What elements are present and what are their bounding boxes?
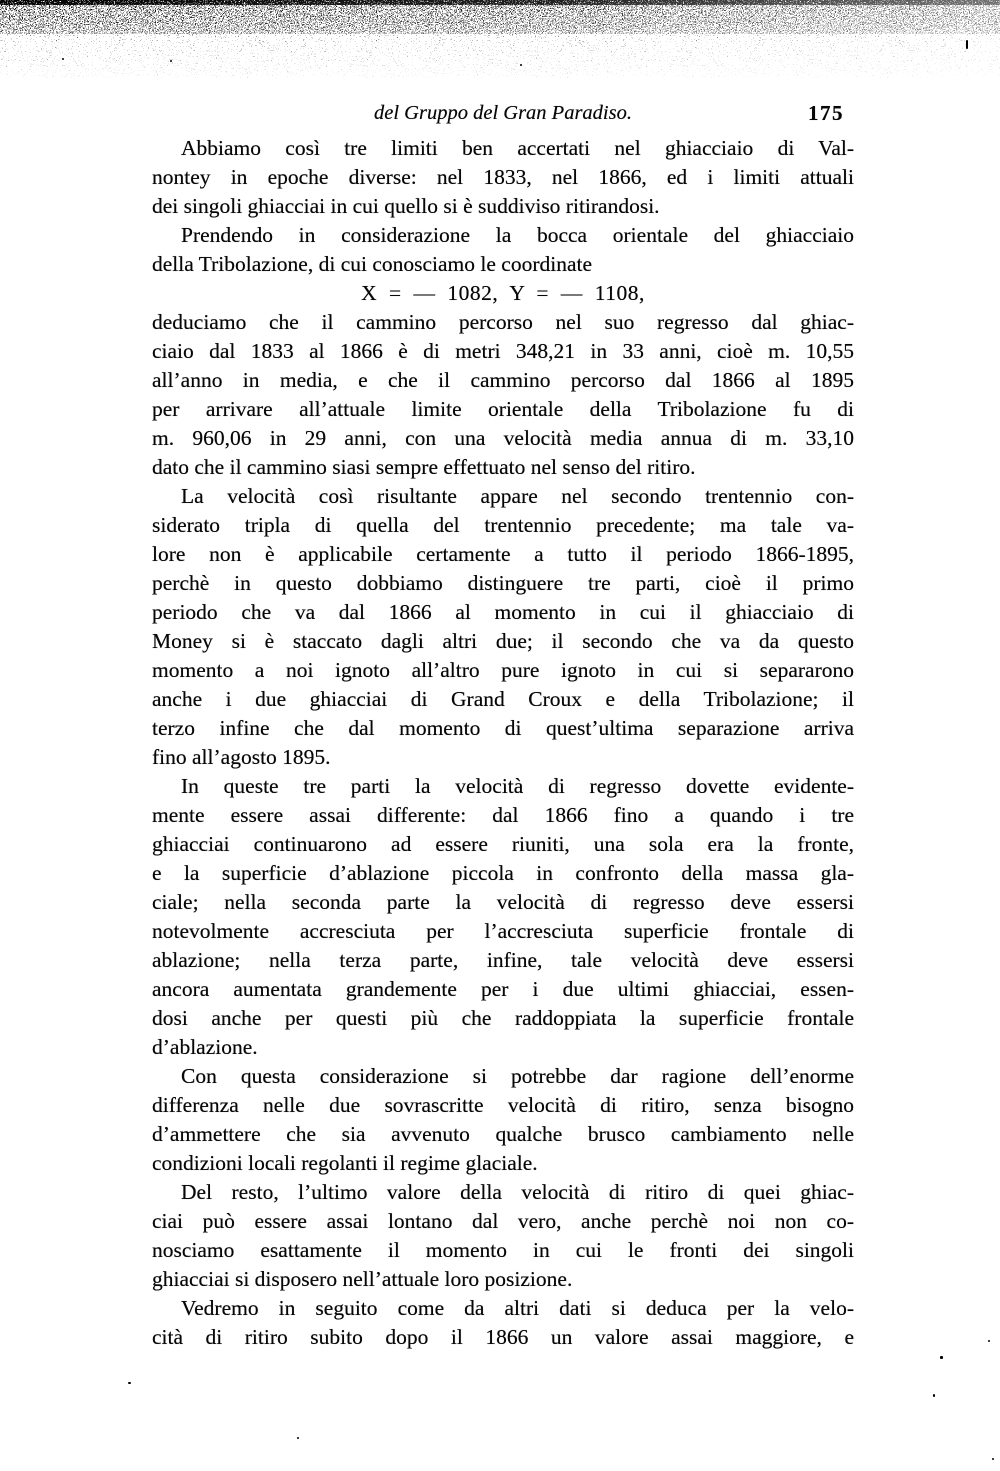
text-line: perchè in questo dobbiamo distinguere tre parti, cioè il primo bbox=[152, 571, 854, 595]
scan-speck bbox=[933, 1394, 935, 1397]
text-line: La velocità così risultante appare nel secondo trentennio con- bbox=[181, 484, 854, 508]
text-line: terzo infine che dal momento di quest’ultima separazione arriva bbox=[152, 716, 854, 740]
text-line: Prendendo in considerazione la bocca orientale del ghiacciaio bbox=[181, 223, 854, 247]
text-line: nosciamo esattamente il momento in cui le fronti dei singoli bbox=[152, 1238, 854, 1262]
text-line: differenza nelle due sovrascritte velocità di ritiro, senza bisogno bbox=[152, 1093, 854, 1117]
scan-speck bbox=[992, 1458, 994, 1460]
running-head bbox=[152, 100, 854, 126]
text-line: per arrivare all’attuale limite orientale della Tribolazione fu di bbox=[152, 397, 854, 421]
scan-speck bbox=[62, 58, 64, 60]
text-line: condizioni locali regolanti il regime glaciale. bbox=[152, 1151, 538, 1175]
text-line: periodo che va dal 1866 al momento in cui il ghiacciaio di bbox=[152, 600, 854, 624]
scan-noise-band bbox=[0, 0, 1000, 80]
paragraph bbox=[152, 1178, 854, 1294]
text-line: notevolmente accresciuta per l’accresciuta superficie frontale di bbox=[152, 919, 854, 943]
text-line: dei singoli ghiacciai in cui quello si è suddiviso ritirandosi. bbox=[152, 194, 660, 218]
paragraph bbox=[152, 772, 854, 1062]
text-line: d’ammettere che sia avvenuto qualche brusco cambiamento nelle bbox=[152, 1122, 854, 1146]
text-line: Vedremo in seguito come da altri dati si deduca per la velo- bbox=[181, 1296, 854, 1320]
paragraph bbox=[152, 1062, 854, 1178]
coordinates-formula: X = — 1082, Y = — 1108, bbox=[361, 281, 645, 305]
text-line: all’anno in media, e che il cammino percorso dal 1866 al 1895 bbox=[152, 368, 854, 392]
paragraph bbox=[152, 308, 854, 482]
scan-noise-texture bbox=[0, 0, 1000, 80]
text-line: mente essere assai differente: dal 1866 fino a quando i tre bbox=[152, 803, 854, 827]
paragraph bbox=[152, 221, 854, 279]
text-line: ancora aumentata grandemente per i due ultimi ghiacciai, essen- bbox=[152, 977, 854, 1001]
paragraph bbox=[152, 1294, 854, 1352]
scan-speck bbox=[128, 1382, 131, 1384]
text-line: momento a noi ignoto all’altro pure ignoto in cui si separarono bbox=[152, 658, 854, 682]
scan-speck bbox=[170, 60, 172, 62]
text-line: e la superficie d’ablazione piccola in confronto della massa gla- bbox=[152, 861, 854, 885]
text-line: m. 960,06 in 29 anni, con una velocità media annua di m. 33,10 bbox=[152, 426, 854, 450]
text-line: ciale; nella seconda parte la velocità di regresso deve essersi bbox=[152, 890, 854, 914]
scan-speck bbox=[988, 1340, 990, 1342]
text-line: ghiacciai si disposero nell’attuale loro posizione. bbox=[152, 1267, 573, 1291]
text-line: nontey in epoche diverse: nel 1833, nel 1866, ed i limiti attuali bbox=[152, 165, 854, 189]
text-line: Money si è staccato dagli altri due; il secondo che va da questo bbox=[152, 629, 854, 653]
text-line: fino all’agosto 1895. bbox=[152, 745, 331, 769]
scan-speck bbox=[297, 1437, 299, 1439]
text-line: dosi anche per questi più che raddoppiata la superficie frontale bbox=[152, 1006, 854, 1030]
paragraph bbox=[152, 134, 854, 221]
paragraph bbox=[152, 482, 854, 772]
text-line: Del resto, l’ultimo valore della velocità di ritiro di quei ghiac- bbox=[181, 1180, 854, 1204]
scan-speck bbox=[520, 64, 522, 66]
text-line: ciai può essere assai lontano dal vero, anche perchè noi non co- bbox=[152, 1209, 854, 1233]
text-line: ciaio dal 1833 al 1866 è di metri 348,21 in 33 anni, cioè m. 10,55 bbox=[152, 339, 854, 363]
text-line: d’ablazione. bbox=[152, 1035, 258, 1059]
text-line: In queste tre parti la velocità di regresso dovette evidente- bbox=[181, 774, 854, 798]
text-line: cità di ritiro subito dopo il 1866 un valore assai maggiore, e bbox=[152, 1325, 854, 1349]
text-line: Con questa considerazione si potrebbe dar ragione dell’enorme bbox=[181, 1064, 854, 1088]
text-line: Abbiamo così tre limiti ben accertati nel ghiacciaio di Val- bbox=[181, 136, 854, 160]
text-line: ghiacciai continuarono ad essere riuniti, una sola era la fronte, bbox=[152, 832, 854, 856]
page-number: 175 bbox=[808, 101, 844, 125]
text-line: deduciamo che il cammino percorso nel suo regresso dal ghiac- bbox=[152, 310, 854, 334]
text-line: ablazione; nella terza parte, infine, tale velocità deve essersi bbox=[152, 948, 854, 972]
text-column bbox=[152, 134, 854, 1352]
text-line: siderato tripla di quella del trentennio precedente; ma tale va- bbox=[152, 513, 854, 537]
running-title: del Gruppo del Gran Paradiso. bbox=[374, 102, 632, 124]
text-line: anche i due ghiacciai di Grand Croux e della Tribolazione; il bbox=[152, 687, 854, 711]
scan-speck bbox=[966, 40, 968, 49]
text-line: della Tribolazione, di cui conosciamo le coordinate bbox=[152, 252, 593, 276]
scan-speck bbox=[940, 1356, 943, 1359]
text-line: dato che il cammino siasi sempre effettuato nel senso del ritiro. bbox=[152, 455, 696, 479]
text-line: lore non è applicabile certamente a tutto il periodo 1866-1895, bbox=[152, 542, 854, 566]
